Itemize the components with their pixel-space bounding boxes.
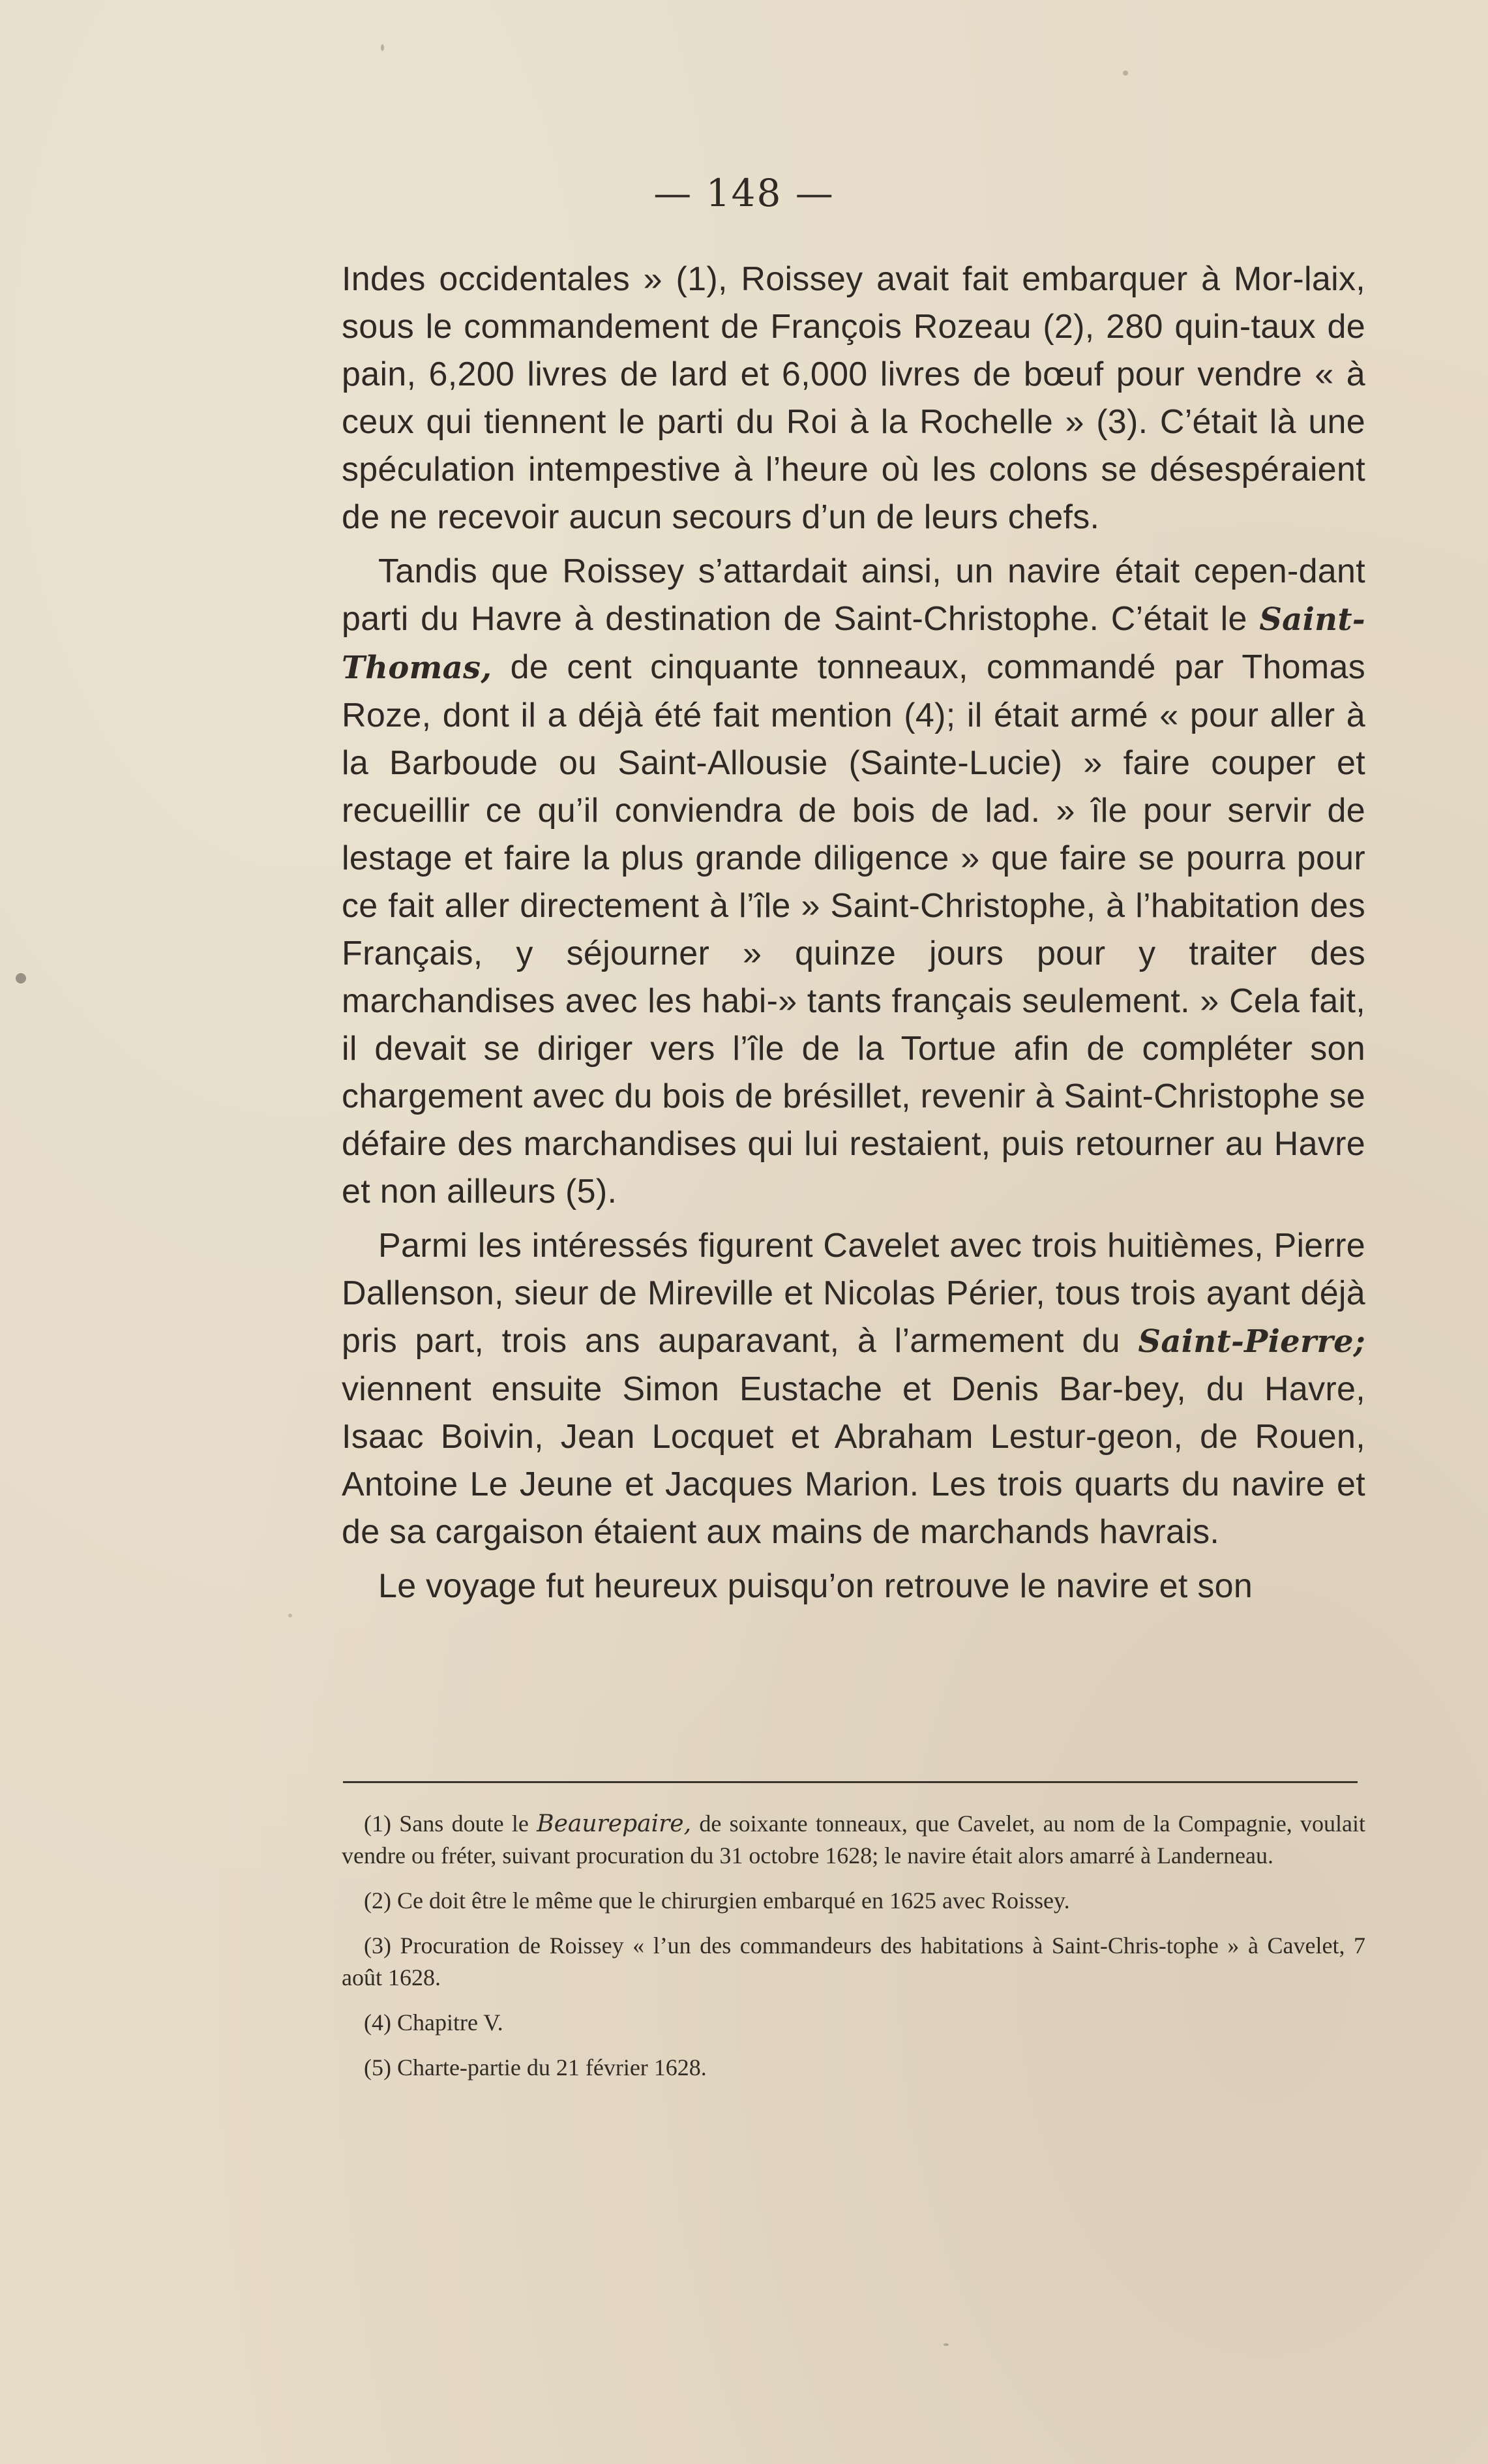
footnote-3-text: (3) Procuration de Roissey « l’un des commandeurs des habitations à Saint-Chris-tophe » à Cavelet, 7 août 1628. (342, 1932, 1365, 1991)
footnote-4-text: (4) Chapitre V. (364, 2009, 503, 2036)
body-text (342, 256, 1365, 1610)
footnote-1-text-a: (1) Sans doute le (364, 1810, 529, 1837)
footnote-separator (343, 1781, 1358, 1783)
paper-speck (944, 2343, 949, 2346)
paragraph-3-text-b: viennent ensuite Simon Eustache et Denis Bar-bey, du Havre, Isaac Boivin, Jean Locquet et Abraham Lestur-geon, de Rouen, Antoine Le Jeune et Jacques Marion. Les trois quarts du navire et de sa cargaison étaient aux mains de marchands havrais. (342, 1370, 1365, 1551)
footnote-1-ship-name: Beaurepaire, (537, 1810, 692, 1837)
paper-speck (381, 44, 384, 51)
paragraph-1 (342, 256, 1365, 541)
page-number: — 148 — (653, 171, 835, 215)
paper-speck (1123, 70, 1128, 76)
footnote-1 (342, 1808, 1365, 1872)
paragraph-3-text-a: Parmi les intéressés figurent Cavelet avec trois huitièmes, Pierre Dallenson, sieur de Mireville et Nicolas Périer, tous trois ayant déjà pris part, trois ans auparavant, à l’armement du (342, 1227, 1365, 1360)
paragraph-2-text-b: de cent cinquante tonneaux, commandé par Thomas Roze, dont il a déjà été fait mention (4); il était armé « pour aller à la Barboude ou Saint-Allousie (Sainte-Lucie) » faire couper et recueillir ce qu’il conviendra de bois de lad. » île pour servir de lestage et faire la plus grande diligence » que faire se pourra pour ce fait aller directement à l’île » Saint-Christophe, à l’habitation des Français, y séjourner » quinze jours pour y traiter des marchandises avec les habi-» tants français seulement. » Cela fait, il devait se diriger vers l’île de la Tortue afin de compléter son chargement avec du bois de brésillet, revenir à Saint-Christophe se défaire des marchandises qui lui restaient, puis retourner au Havre et non ailleurs (5). (342, 648, 1366, 1210)
footnote-5-text: (5) Charte-partie du 21 février 1628. (364, 2054, 707, 2081)
paragraph-4-text: Le voyage fut heureux puisqu’on retrouve le navire et son (378, 1567, 1253, 1605)
footnote-5 (342, 2052, 1365, 2084)
paper-speck (16, 973, 26, 984)
paragraph-2-text-a: Tandis que Roissey s’attardait ainsi, un navire était cepen-dant parti du Havre à destination de Saint-Christophe. C’était le (342, 552, 1365, 638)
paragraph-4 (342, 1563, 1365, 1610)
paragraph-1-text: Indes occidentales » (1), Roissey avait fait embarquer à Mor-laix, sous le commandement de François Rozeau (2), 280 quin-taux de pain, 6,200 livres de lard et 6,000 livres de bœuf pour vendre « à ceux qui tiennent le parti du Roi à la Rochelle » (3). C’était là une spéculation intempestive à l’heure où les colons se désespéraient de ne recevoir aucun secours d’un de leurs chefs. (342, 260, 1365, 536)
ship-name-saint-thomas: Saint-Thomas, (342, 601, 1366, 686)
footnote-2-text: (2) Ce doit être le même que le chirurgien embarqué en 1625 avec Roissey. (364, 1887, 1070, 1914)
footnote-1-text-b: de soixante tonneaux, que Cavelet, au nom de la Compagnie, voulait vendre ou fréter, suivant procuration du 31 octobre 1628; le navire était alors amarré à Landerneau. (342, 1810, 1366, 1869)
footnote-4 (342, 2007, 1365, 2039)
footnotes (342, 1808, 1365, 2084)
ship-name-saint-pierre: Saint-Pierre; (1138, 1323, 1365, 1360)
paper-speck (288, 1614, 292, 1617)
paragraph-2 (342, 548, 1365, 1216)
paragraph-3 (342, 1222, 1365, 1556)
footnote-3 (342, 1930, 1365, 1994)
footnote-2 (342, 1885, 1365, 1917)
